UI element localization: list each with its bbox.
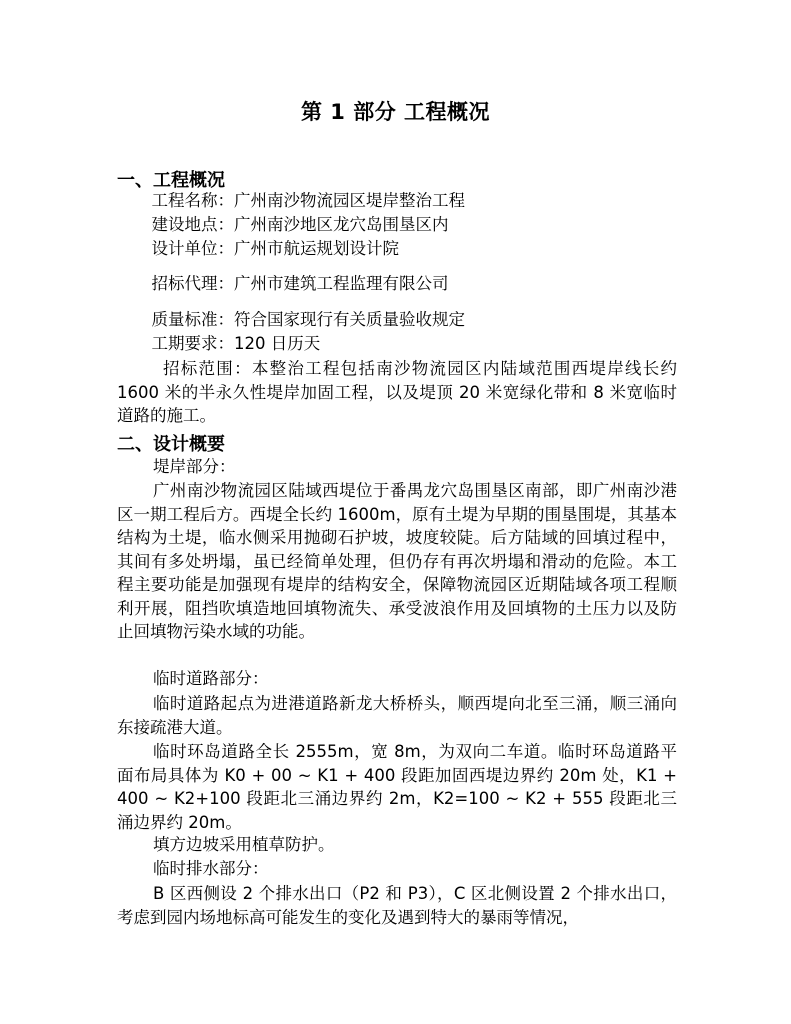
field-value: 广州市建筑工程监理有限公司 [234,274,449,293]
field-value: 广州南沙物流园区堤岸整治工程 [234,191,465,210]
paragraph-drain: B 区西侧设 2 个排水出口（P2 和 P3），C 区北侧设置 2 个排水出口，考虑到园内场地标高可能发生的变化及遇到特大的暴雨等情况， [117,884,677,927]
field-label: 工程名称： [151,191,234,210]
paragraph-road-3: 填方边坡采用植草防护。 [153,835,335,854]
field-label: 工期要求： [151,334,234,353]
subheading-drain: 临时排水部分： [153,859,269,878]
field-label: 质量标准： [151,310,234,329]
subheading-dike: 堤岸部分： [153,457,236,476]
paragraph-road-1: 临时道路起点为进港道路新龙大桥桥头，顺西堤向北至三涌，顺三涌向东接疏港大道。 [117,694,677,737]
field-value: 120 日历天 [234,334,321,353]
field-value: 符合国家现行有关质量验收规定 [234,310,465,329]
field-value: 广州市航运规划设计院 [234,239,399,258]
field-value: 广州南沙地区龙穴岛围垦区内 [234,215,449,234]
field-label: 设计单位： [151,239,234,258]
page-title: 第 1 部分 工程概况 [300,100,491,124]
field-label: 招标代理： [151,274,234,293]
field-scope [117,357,677,428]
field-label: 招标范围： [163,359,252,378]
section-heading-design: 二、设计概要 [117,434,225,455]
section-heading-overview: 一、工程概况 [117,170,225,191]
field-design-unit [144,238,399,260]
field-agent [144,273,449,295]
subheading-road: 临时道路部分： [153,669,269,688]
field-duration [144,333,320,355]
field-label: 建设地点： [151,215,234,234]
field-value: 本整治工程包括南沙物流园区内陆域范围西堤岸线长约 1600 米的半永久性堤岸加固工程，以及堤顶 20 米宽绿化带和 8 米宽临时道路的施工。 [117,359,678,425]
paragraph-dike: 广州南沙物流园区陆域西堤位于番禺龙穴岛围垦区南部，即广州南沙港区一期工程后方。西堤全长约 1600m，原有土堤为早期的围垦围堤，其基本结构为土堤，临水侧采用抛砌石护坡，坡度较陡。后方陆域的回填过程中，其间有多处坍塌，虽已经简单处理，但仍存有再次坍塌和滑动的危险。本工程主要功能是加强现有堤岸的结构安全，保障物流园区近期陆域各项工程顺利开展，阻挡吹填造地回填物流失、承受波浪作用及回填物的土压力以及防止回填物污染水域的功能。 [117,481,677,641]
field-location [144,214,449,236]
paragraph-road-2: 临时环岛道路全长 2555m，宽 8m，为双向二车道。临时环岛道路平面布局具体为 K0 + 00 ~ K1 + 400 段距加固西堤边界约 20m 处，K1 + 400 ~ K2+100 段距北三涌边界约 2m，K2=100 ~ K2 + 555 段距北三涌边界约 20m。 [117,742,677,832]
field-quality [144,309,465,331]
field-project-name [144,190,465,212]
